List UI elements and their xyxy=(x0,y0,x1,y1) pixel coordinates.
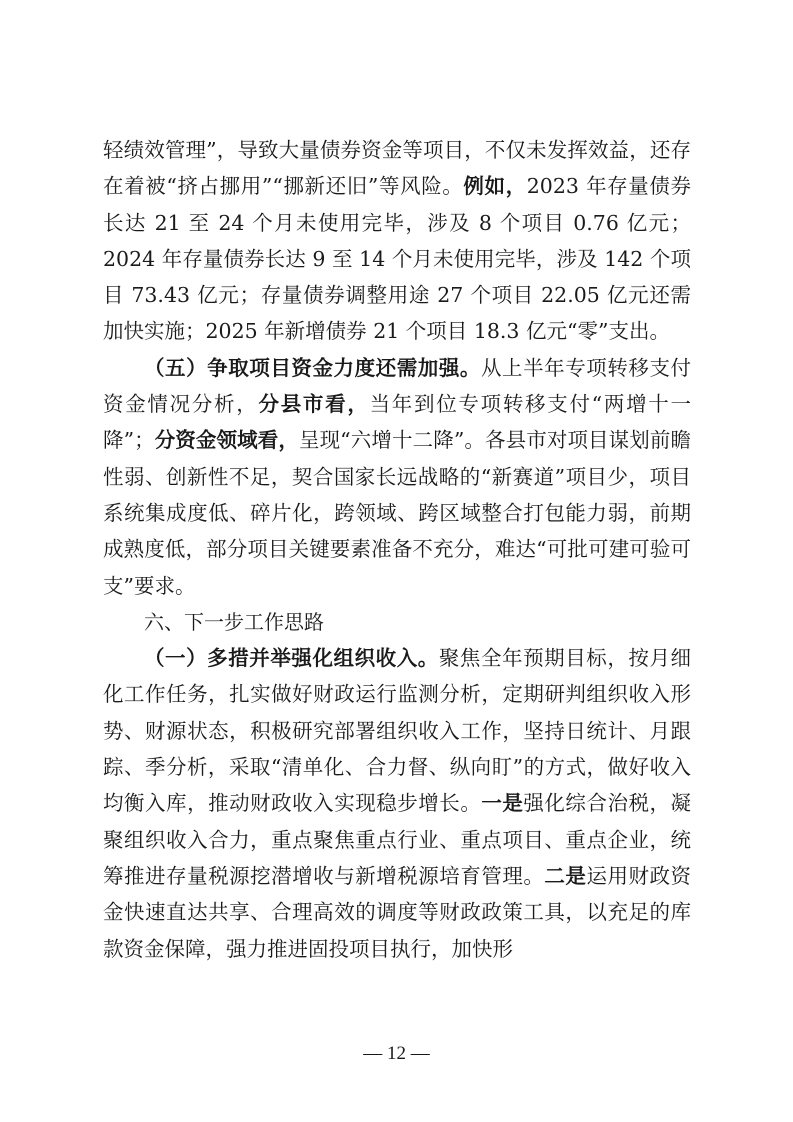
bold-run-subsection-title: （一）多措并举强化组织收入。 xyxy=(144,646,439,671)
section-heading-next-steps: 六、下一步工作思路 xyxy=(144,609,324,634)
text-run: 当年到位专项转移支付“两增十一降”； xyxy=(103,392,692,453)
text-run: 聚焦全年预期目标，按月细化工作任务，扎实做好财政运行监测分析，定期研判组织收入形势、财源状态，积极研究部署组织收入工作，坚持日统计、月跟踪、季分析，采取“清单化、合力督、纵向盯”的方式，做好收入均衡入库，推动财政收入实现稳步增长。 xyxy=(103,646,692,816)
document-body xyxy=(103,132,691,967)
bold-run-example: 例如， xyxy=(463,174,527,199)
text-run: 运用财政资金快速直达共享、合理高效的调度等财政政策工具，以充足的库款资金保障，强力推进固投项目执行，加快形 xyxy=(103,863,692,961)
paragraph-bond-risks xyxy=(103,132,691,350)
page-number: — 12 — xyxy=(363,1043,430,1064)
text-run: 从上半年专项转移支付资金情况分析， xyxy=(103,355,692,417)
bold-run-by-field: 分资金领域看， xyxy=(154,428,299,453)
text-run: 2023 年存量债券长达 21 至 24 个月未使用完毕，涉及 8 个项目 0.76 亿元；2024 年存量债券长达 9 至 14 个月未使用完毕，涉及 142 个项目 73.43 亿元；存量债券调整用途 27 个项目 22.05 亿元还需加快实施；2025 年新增债券 21 个项目 18.3 亿元“零”支出。 xyxy=(103,174,692,344)
text-run: 强化综合治税，凝聚组织收入合力，重点聚焦重点行业、重点项目、重点企业，统筹推进存量税源挖潜增收与新增税源培育管理。 xyxy=(103,791,692,888)
text-run: 轻绩效管理”，导致大量债券资金等项目，不仅未发挥效益，还存在着被“挤占挪用”“挪新还旧”等风险。 xyxy=(103,138,691,199)
bold-run-second: 二是 xyxy=(544,863,587,888)
bold-run-by-county: 分县市看， xyxy=(258,392,370,417)
paragraph-project-funds xyxy=(103,350,691,604)
text-run: 呈现“六增十二降”。各县市对项目谋划前瞻性弱、创新性不足，契合国家长远战略的“新赛道”项目少，项目系统集成度低、碎片化，跨领域、跨区域整合打包能力弱，前期成熟度低，部分项目关键要素准备不充分，难达“可批可建可验可支”要求。 xyxy=(103,428,691,598)
bold-run-section-title: （五）争取项目资金力度还需加强。 xyxy=(144,355,481,380)
bold-run-first: 一是 xyxy=(481,791,524,816)
paragraph-revenue xyxy=(103,640,691,967)
